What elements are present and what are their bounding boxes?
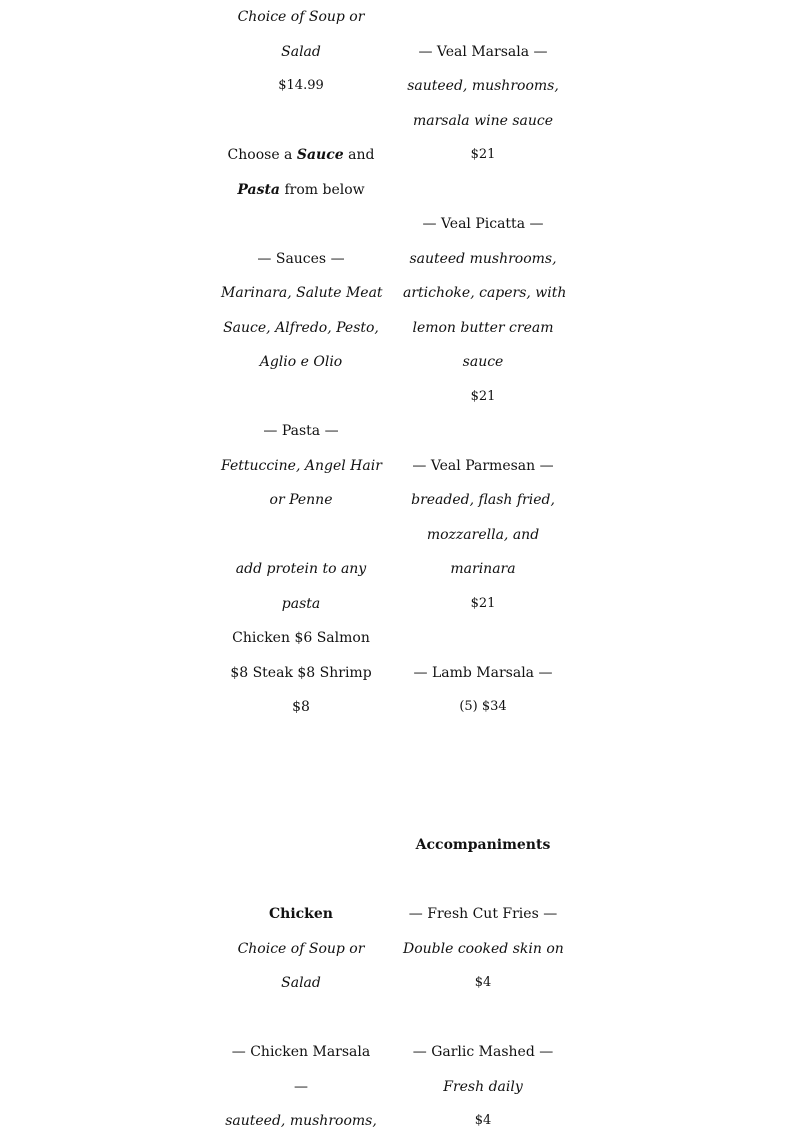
veal-marsala-name: — Veal Marsala — <box>418 43 548 60</box>
protein-note-line-1: add protein to any <box>235 561 367 577</box>
veal-picatta-desc-4: sauce <box>462 354 504 370</box>
chicken-marsala-desc-line-1: sauteed, mushrooms, <box>225 1113 377 1129</box>
lamb-marsala-name: — Lamb Marsala — <box>413 664 553 681</box>
sauces-line-3: Aglio e Olio <box>259 354 343 370</box>
protein-price-line-1: Chicken $6 Salmon <box>232 630 370 646</box>
pasta-price: $14.99 <box>278 78 324 93</box>
veal-parmesan-desc-3: marinara <box>450 561 516 577</box>
sauces-line-1: Marinara, Salute Meat <box>221 285 383 301</box>
pasta-instruction-line-2: Pasta from below <box>237 181 365 198</box>
protein-note-line-2: pasta <box>281 595 321 612</box>
garlic-mashed-price: $4 <box>474 1113 492 1128</box>
veal-marsala-desc-1: sauteed, mushrooms, <box>407 78 559 94</box>
garlic-mashed-desc: Fresh daily <box>443 1078 523 1095</box>
sauces-heading: — Sauces — <box>257 250 345 267</box>
veal-picatta-name: — Veal Picatta — <box>422 216 544 232</box>
pasta-instruction-line-1: Choose a Sauce and <box>227 147 375 163</box>
protein-price-line-2: $8 Steak $8 Shrimp <box>230 664 372 681</box>
veal-parmesan-desc-1: breaded, flash fried, <box>411 492 555 508</box>
sauces-line-2: Sauce, Alfredo, Pesto, <box>223 319 379 336</box>
veal-picatta-desc-1: sauteed mushrooms, <box>409 250 557 267</box>
pasta-choice-line-1: Choice of Soup or <box>237 9 365 25</box>
chicken-marsala-name-line-2: — <box>294 1078 308 1095</box>
veal-picatta-price: $21 <box>470 388 496 404</box>
pasta-line-2: or Penne <box>269 492 333 508</box>
veal-parmesan-name: — Veal Parmesan — <box>412 457 554 474</box>
chicken-marsala-name-line-1: — Chicken Marsala <box>231 1044 371 1060</box>
veal-picatta-desc-3: lemon butter cream <box>412 319 554 336</box>
veal-parmesan-price: $21 <box>470 595 496 611</box>
veal-marsala-desc-2: marsala wine sauce <box>412 112 553 129</box>
sauce-word: Sauce <box>296 147 344 163</box>
pasta-choice-line-2: Salad <box>281 43 321 60</box>
pasta-heading: — Pasta — <box>263 423 339 439</box>
pasta-word: Pasta <box>237 181 281 198</box>
fresh-cut-fries-price: $4 <box>474 975 492 990</box>
chicken-choice-line-1: Choice of Soup or <box>237 940 365 957</box>
fresh-cut-fries-name: — Fresh Cut Fries — <box>408 906 558 922</box>
lamb-marsala-price: (5) $34 <box>459 699 507 714</box>
fresh-cut-fries-desc: Double cooked skin on <box>403 940 564 957</box>
veal-parmesan-desc-2: mozzarella, and <box>426 526 540 543</box>
chicken-choice-line-2: Salad <box>281 975 321 991</box>
chicken-section-title: Chicken <box>269 906 333 922</box>
accompaniments-title: Accompaniments <box>415 837 551 853</box>
right-menu-column <box>403 0 567 1139</box>
pasta-line-1: Fettuccine, Angel Hair <box>221 457 382 474</box>
left-menu-column <box>221 0 381 1139</box>
protein-price-line-3: $8 <box>292 699 310 715</box>
garlic-mashed-name: — Garlic Mashed — <box>412 1044 554 1060</box>
veal-marsala-price: $21 <box>470 147 496 162</box>
veal-picatta-desc-2: artichoke, capers, with <box>403 285 567 301</box>
